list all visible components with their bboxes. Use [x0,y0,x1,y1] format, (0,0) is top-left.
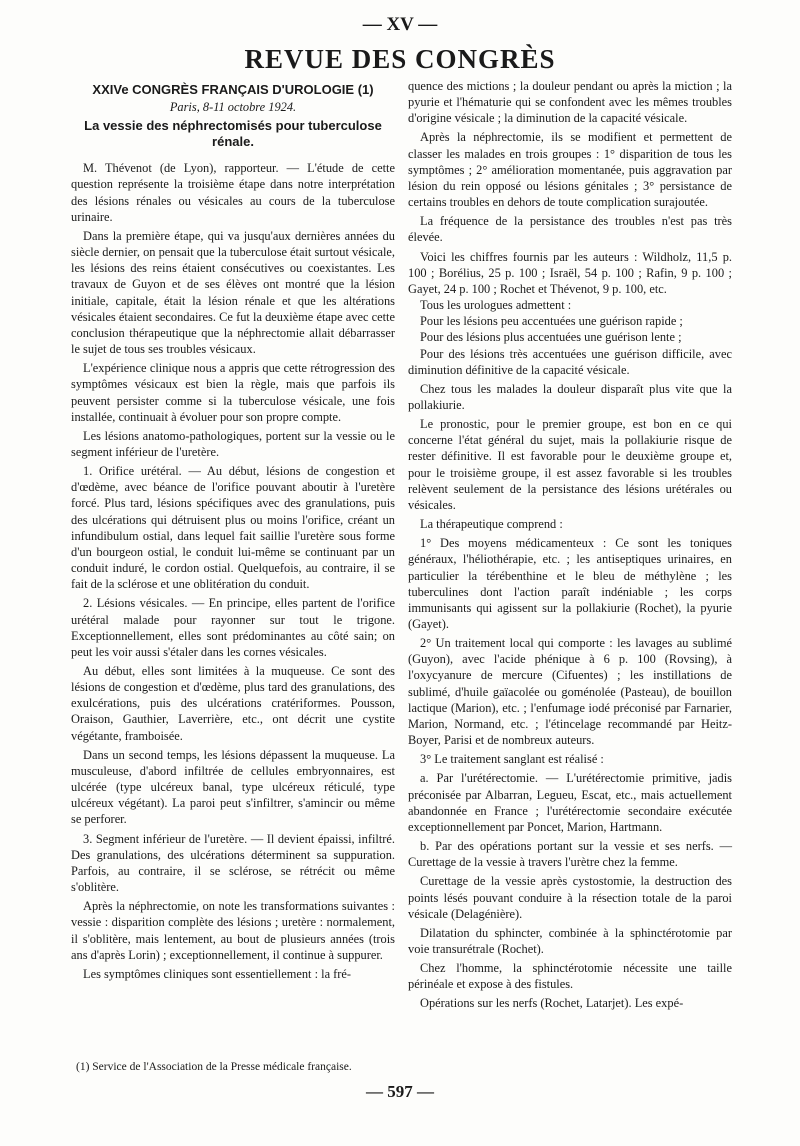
paragraph: 2° Un traitement local qui comporte : les lavages au sublimé (Guyon), avec l'acide phénique à 6 p. 100 (Rovsing), à l'oxycyanure de mercure (Cifuentes) ; les instillations de sublimé, d'huile gaïacolée ou goménolée (Pasteau), de bouillon lactique (Marion), etc. ; l'enfumage iodé préconisé par Farnarier, Marion, Normand, etc. ; l'étincelage recommandé par Heitz-Boyer, Parisi et de nombreux auteurs. [408,636,732,748]
paragraph: Pour les lésions peu accentuées une guérison rapide ; [420,314,683,329]
paragraph: Voici les chiffres fournis par les auteurs : Wildholz, 11,5 p. 100 ; Borélius, 25 p. 100 ; Israël, 54 p. 100 ; Rafin, 9 p. 100 ; Gayet, 24 p. 100 ; Rochet et Thévenot, 9 p. 100, etc. [408,249,732,296]
paragraph: Après la néphrectomie, on note les transformations suivantes : vessie : disparition complète des lésions ; uretère : normalement, il s'oblitère, mais lentement, au bout de plusieurs années (trois ans d'après Lorin) ; exceptionnellement, il continue à suppurer. [71,899,395,962]
paragraph: M. Thévenot (de Lyon), rapporteur. — L'étude de cette question représente la troisième étape dans notre interprétation des lésions rénales ou vésicales au cours de la tuberculose urinaire. [71,161,395,224]
paragraph: Dans un second temps, les lésions dépassent la muqueuse. La musculeuse, d'abord infiltrée de cellules embryonnaires, est ulcérée (type ulcéreux banal, type ulcéreux réticulé, type ulcéreux végétant). La paroi peut s'infiltrer, s'amincir ou même se perforer. [71,747,395,827]
paragraph: Chez tous les malades la douleur disparaît plus vite que la pollakiurie. [408,381,732,412]
paragraph: Pour des lésions plus accentuées une guérison lente ; [420,330,682,345]
paragraph: Dans la première étape, qui va jusqu'aux dernières années du siècle dernier, on pensait que la tuberculose était surtout vésicale, les lésions des reins étaient consécutives ou coexistantes. Les travaux de Guyon et de ses élèves ont montré que la lésion initiale, capitale, était la lésion rénale et que les altérations vésicales étaient secondaires. Ce fut la deuxième étape avec cette conclusion thérapeutique que la néphrectomie allait débarrasser le sujet de tous ses troubles vésicaux. [71,228,395,357]
footnote: (1) Service de l'Association de la Presse médicale française. [76,1061,352,1073]
paragraph: 1. Orifice urétéral. — Au début, lésions de congestion et d'œdème, avec béance de l'orifice pouvant aboutir à l'uretère forcé. Plus tard, lésions spécifiques avec des granulations, puis des ulcérations qui détruisent plus ou moins l'orifice, créant un infundibulum ostial, dans lequel fait saillie l'uretère sous forme d'un bourgeon ostial, le conduit lui-même se continuant par un conduit induré, le cordon ostial. Quelquefois, au contraire, il se fait de la sclérose et une oblitération du conduit. [71,464,395,592]
right-column [408,78,732,1012]
paragraph: b. Par des opérations portant sur la vessie et ses nerfs. — Curettage de la vessie à travers l'urètre chez la femme. [408,839,732,870]
paragraph: 3. Segment inférieur de l'uretère. — Il devient épaissi, infiltré. Des granulations, des ulcérations déterminent sa suppuration. Parfois, au contraire, il se sclérose, se rétrécit ou même s'oblitère. [71,831,395,895]
paragraph: quence des mictions ; la douleur pendant ou après la miction ; la pyurie et l'hématurie qui se confondent avec les mêmes troubles d'origine vésicale ; la diminution de la capacité vésicale. [408,79,732,126]
paragraph: Après la néphrectomie, ils se modifient et permettent de classer les malades en trois groupes : 1° disparition de tous les symptômes ; 2° amélioration momentanée, puis aggravation par lésion du rein opposé ou lésions génitales ; 3° persistance de certains troubles en dehors de toute complication surajoutée. [408,130,732,210]
paragraph: Tous les urologues admettent : [420,298,572,313]
paragraph: Au début, elles sont limitées à la muqueuse. Ce sont des lésions de congestion et d'œdème, plus tard des granulations, des exulcérations, puis des ulcérations cratériformes. Pousson, Oraison, Gauthier, Laverrière, etc., ont décrit une cystite végétante, framboisée. [71,664,395,743]
paragraph: 1° Des moyens médicamenteux : Ce sont les toniques généraux, l'héliothérapie, etc. ; les antiseptiques urinaires, en particulier la térébenthine et le bleu de méthylène ; les tuberculines dont l'action paraît indéniable ; les corps immunisants qui agissent sur la pollakiurie (Rochet), la pyurie (Gayet). [408,536,732,631]
paragraph: 3° Le traitement sanglant est réalisé : [420,752,604,767]
paragraph: Le pronostic, pour le premier groupe, est bon en ce qui concerne l'état général du sujet, mais la pollakiurie risque de rester définitive. Il est favorable pour le deuxième groupe et, pour le troisième groupe, il est assez favorable si les troubles relèvent seulement de la persistance des lésions urétérales ou vésicales. [408,417,732,512]
paragraph: Pour des lésions très accentuées une guérison difficile, avec diminution définitive de la capacité vésicale. [408,346,732,377]
article-subtitle: La vessie des néphrectomisés pour tuberculose rénale. [84,118,382,150]
roman-page-number: — XV — [362,14,438,35]
paragraph: 2. Lésions vésicales. — En principe, elles partent de l'orifice urétéral malade pour rayonner sur tout le trigone. Exceptionnellement, elles sont prédominantes au côté sain; on peut les voir aussi s'étaler dans les cornes vésicales. [71,596,395,659]
left-column [71,78,395,982]
paragraph: a. Par l'urétérectomie. — L'urétérectomie primitive, jadis préconisée par Albarran, Legueu, Escat, etc., mais actuellement abandonnée en France ; l'urétérectomie secondaire exécutée exceptionnellement par Poncet, Marion, Hartmann. [408,771,732,834]
paragraph: La thérapeutique comprend : [420,517,563,532]
paragraph: La fréquence de la persistance des troubles n'est pas très élevée. [408,214,732,245]
paragraph: L'expérience clinique nous a appris que cette rétrogression des symptômes vésicaux est bien la règle, mais que parfois ils peuvent persister comme si la tuberculose vésicale, une fois installée, continuait à évoluer pour son propre compte. [71,361,395,424]
paragraph: Les lésions anatomo-pathologiques, portent sur la vessie ou le segment inférieur de l'uretère. [71,428,395,459]
page-number: — 597 — [366,1082,434,1101]
congress-title: XXIVe CONGRÈS FRANÇAIS D'UROLOGIE (1) [92,82,374,97]
paragraph: Opérations sur les nerfs (Rochet, Latarjet). Les expé- [420,996,684,1011]
paragraph: Curettage de la vessie après cystostomie, la destruction des points lésés pouvant conduire à la résection totale de la paroi vésicale (Delagénière). [408,874,732,921]
place-date: Paris, 8-11 octobre 1924. [169,100,297,115]
paragraph: Chez l'homme, la sphinctérotomie nécessite une taille périnéale et expose à des fistules. [408,961,732,992]
section-header: REVUE DES CONGRÈS [244,44,556,74]
paragraph: Dilatation du sphincter, combinée à la sphinctérotomie par voie transurétrale (Rochet). [408,925,732,956]
paragraph: Les symptômes cliniques sont essentiellement : la fré- [83,966,352,981]
